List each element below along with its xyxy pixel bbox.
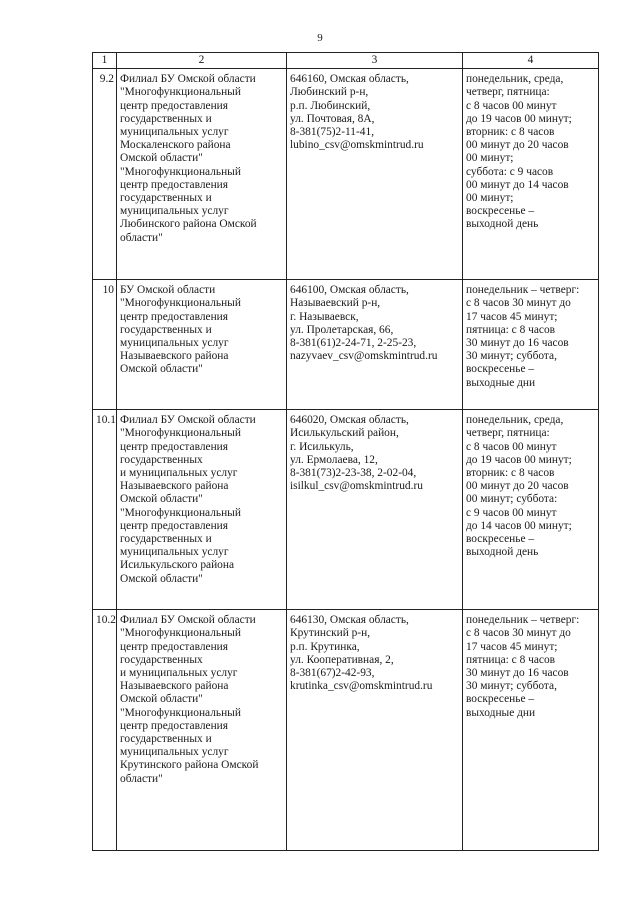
working-hours-cell	[463, 280, 599, 410]
mfc-branches-table	[92, 52, 599, 851]
table-row	[93, 610, 599, 851]
address-contacts-line: ул. Ермолаева, 12,	[290, 453, 378, 466]
organization-name-line: центр предоставления	[120, 640, 229, 653]
organization-name-line: центр предоставления	[120, 519, 229, 532]
working-hours-line: понедельник – четверг:	[466, 614, 580, 627]
page-number: 9	[317, 32, 323, 44]
address-contacts-line: lubino_csv@omskmintrud.ru	[290, 139, 424, 152]
working-hours-line: выходной день	[466, 218, 539, 231]
row-number: 10.1	[93, 410, 117, 610]
working-hours-line: с 9 часов 00 минут	[466, 506, 557, 519]
organization-name-line: "Многофункциональный	[120, 86, 241, 99]
address-contacts-line: 646160, Омская область,	[290, 73, 409, 86]
working-hours-line: выходные дни	[466, 376, 536, 389]
organization-name-line: центр предоставления	[120, 99, 229, 112]
working-hours-line: 17 часов 45 минут;	[466, 640, 558, 653]
address-contacts-line: Называевский р-н,	[290, 297, 381, 310]
address-contacts-cell	[287, 69, 463, 280]
working-hours-line: 00 минут до 14 часов	[466, 178, 569, 191]
address-contacts-line: 646100, Омская область,	[290, 284, 409, 297]
working-hours-line: 30 минут до 16 часов	[466, 667, 569, 680]
working-hours-line: вторник: с 8 часов	[466, 467, 555, 480]
organization-name-cell	[117, 610, 287, 851]
working-hours-line: с 8 часов 00 минут	[466, 440, 557, 453]
working-hours-line: 30 минут; суббота,	[466, 680, 557, 693]
organization-name-line: государственных и	[120, 192, 212, 205]
working-hours-line: четверг, пятница:	[466, 427, 550, 440]
column-header: 1	[93, 53, 117, 69]
address-contacts-line: ул. Почтовая, 8А,	[290, 112, 375, 125]
working-hours-cell	[463, 410, 599, 610]
column-header: 3	[287, 53, 463, 69]
working-hours-line: 30 минут; суббота,	[466, 350, 557, 363]
organization-name-line: Называевского района	[120, 680, 229, 693]
address-contacts-line: Исилькульский район,	[290, 427, 399, 440]
organization-name-line: "Многофункциональный	[120, 165, 241, 178]
organization-name-line: области"	[120, 231, 163, 244]
organization-name-line: Любинского района Омской	[120, 218, 257, 231]
organization-name-cell	[117, 410, 287, 610]
organization-name-cell	[117, 69, 287, 280]
address-contacts-line: 8-381(75)2-11-41,	[290, 126, 375, 139]
address-contacts-line: 8-381(67)2-42-93,	[290, 667, 375, 680]
organization-name-line: БУ Омской области	[120, 284, 216, 297]
organization-name-line: и муниципальных услуг	[120, 667, 238, 680]
organization-name-line: Крутинского района Омской	[120, 759, 259, 772]
working-hours-line: четверг, пятница:	[466, 86, 550, 99]
working-hours-line: с 8 часов 30 минут до	[466, 297, 571, 310]
organization-name-line: Омской области"	[120, 493, 203, 506]
organization-name-line: Омской области"	[120, 572, 203, 585]
organization-name-line: центр предоставления	[120, 178, 229, 191]
address-contacts-line: г. Называевск,	[290, 310, 359, 323]
working-hours-line: воскресенье –	[466, 205, 535, 218]
organization-name-line: Филиал БУ Омской области	[120, 614, 256, 627]
working-hours-line: 00 минут до 20 часов	[466, 139, 569, 152]
organization-name-cell	[117, 280, 287, 410]
organization-name-line: муниципальных услуг	[120, 546, 229, 559]
organization-name-line: области"	[120, 772, 163, 785]
table-row	[93, 410, 599, 610]
organization-name-line: Исилькульского района	[120, 559, 235, 572]
organization-name-line: муниципальных услуг	[120, 205, 229, 218]
organization-name-line: Омской области"	[120, 152, 203, 165]
organization-name-line: центр предоставления	[120, 719, 229, 732]
working-hours-line: воскресенье –	[466, 693, 535, 706]
organization-name-line: Омской области"	[120, 693, 203, 706]
organization-name-line: государственных и	[120, 112, 212, 125]
organization-name-line: муниципальных услуг	[120, 126, 229, 139]
row-number: 9.2	[93, 69, 117, 280]
address-contacts-line: г. Исилькуль,	[290, 440, 354, 453]
organization-name-line: государственных и	[120, 533, 212, 546]
working-hours-line: воскресенье –	[466, 363, 535, 376]
organization-name-line: "Многофункциональный	[120, 297, 241, 310]
organization-name-line: Омской области"	[120, 363, 203, 376]
column-header: 4	[463, 53, 599, 69]
address-contacts-line: 8-381(73)2-23-38, 2-02-04,	[290, 467, 417, 480]
organization-name-line: "Многофункциональный	[120, 627, 241, 640]
address-contacts-line: nazyvaev_csv@omskmintrud.ru	[290, 350, 438, 363]
working-hours-line: понедельник, среда,	[466, 73, 564, 86]
organization-name-line: Филиал БУ Омской области	[120, 414, 256, 427]
table-row	[93, 280, 599, 410]
organization-name-line: государственных	[120, 653, 203, 666]
row-number: 10.2	[93, 610, 117, 851]
organization-name-line: "Многофункциональный	[120, 706, 241, 719]
address-contacts-line: 646020, Омская область,	[290, 414, 409, 427]
column-header: 2	[117, 53, 287, 69]
address-contacts-cell	[287, 280, 463, 410]
organization-name-line: государственных	[120, 453, 203, 466]
address-contacts-line: 8-381(61)2-24-71, 2-25-23,	[290, 337, 417, 350]
working-hours-line: пятница: с 8 часов	[466, 323, 556, 336]
working-hours-line: суббота: с 9 часов	[466, 165, 554, 178]
working-hours-line: вторник: с 8 часов	[466, 126, 555, 139]
working-hours-line: с 8 часов 00 минут	[466, 99, 557, 112]
working-hours-cell	[463, 69, 599, 280]
organization-name-line: центр предоставления	[120, 440, 229, 453]
working-hours-line: 17 часов 45 минут;	[466, 310, 558, 323]
working-hours-line: понедельник – четверг:	[466, 284, 580, 297]
address-contacts-line: р.п. Любинский,	[290, 99, 371, 112]
working-hours-line: выходной день	[466, 546, 539, 559]
working-hours-line: воскресенье –	[466, 533, 535, 546]
address-contacts-cell	[287, 610, 463, 851]
address-contacts-line: 646130, Омская область,	[290, 614, 409, 627]
address-contacts-line: Крутинский р-н,	[290, 627, 371, 640]
address-contacts-line: ул. Пролетарская, 66,	[290, 323, 394, 336]
address-contacts-line: Любинский р-н,	[290, 86, 369, 99]
organization-name-line: Называевского района	[120, 350, 229, 363]
working-hours-line: 00 минут до 20 часов	[466, 480, 569, 493]
organization-name-line: государственных и	[120, 733, 212, 746]
table-header-row	[93, 53, 599, 69]
working-hours-line: 30 минут до 16 часов	[466, 337, 569, 350]
organization-name-line: Филиал БУ Омской области	[120, 73, 256, 86]
organization-name-line: центр предоставления	[120, 310, 229, 323]
working-hours-line: до 19 часов 00 минут;	[466, 453, 572, 466]
organization-name-line: и муниципальных услуг	[120, 467, 238, 480]
working-hours-line: 00 минут;	[466, 192, 514, 205]
working-hours-line: 00 минут;	[466, 152, 514, 165]
organization-name-line: муниципальных услуг	[120, 746, 229, 759]
organization-name-line: государственных и	[120, 323, 212, 336]
address-contacts-line: ул. Кооперативная, 2,	[290, 653, 394, 666]
organization-name-line: "Многофункциональный	[120, 427, 241, 440]
working-hours-line: пятница: с 8 часов	[466, 653, 556, 666]
address-contacts-line: р.п. Крутинка,	[290, 640, 360, 653]
address-contacts-cell	[287, 410, 463, 610]
table-row	[93, 69, 599, 280]
working-hours-line: выходные дни	[466, 706, 536, 719]
working-hours-line: с 8 часов 30 минут до	[466, 627, 571, 640]
organization-name-line: Москаленского района	[120, 139, 231, 152]
row-number: 10	[93, 280, 117, 410]
working-hours-cell	[463, 610, 599, 851]
address-contacts-line: krutinka_csv@omskmintrud.ru	[290, 680, 433, 693]
address-contacts-line: isilkul_csv@omskmintrud.ru	[290, 480, 423, 493]
working-hours-line: 00 минут; суббота:	[466, 493, 558, 506]
working-hours-line: до 19 часов 00 минут;	[466, 112, 572, 125]
organization-name-line: Называевского района	[120, 480, 229, 493]
working-hours-line: до 14 часов 00 минут;	[466, 519, 572, 532]
working-hours-line: понедельник, среда,	[466, 414, 564, 427]
organization-name-line: "Многофункциональный	[120, 506, 241, 519]
organization-name-line: муниципальных услуг	[120, 337, 229, 350]
